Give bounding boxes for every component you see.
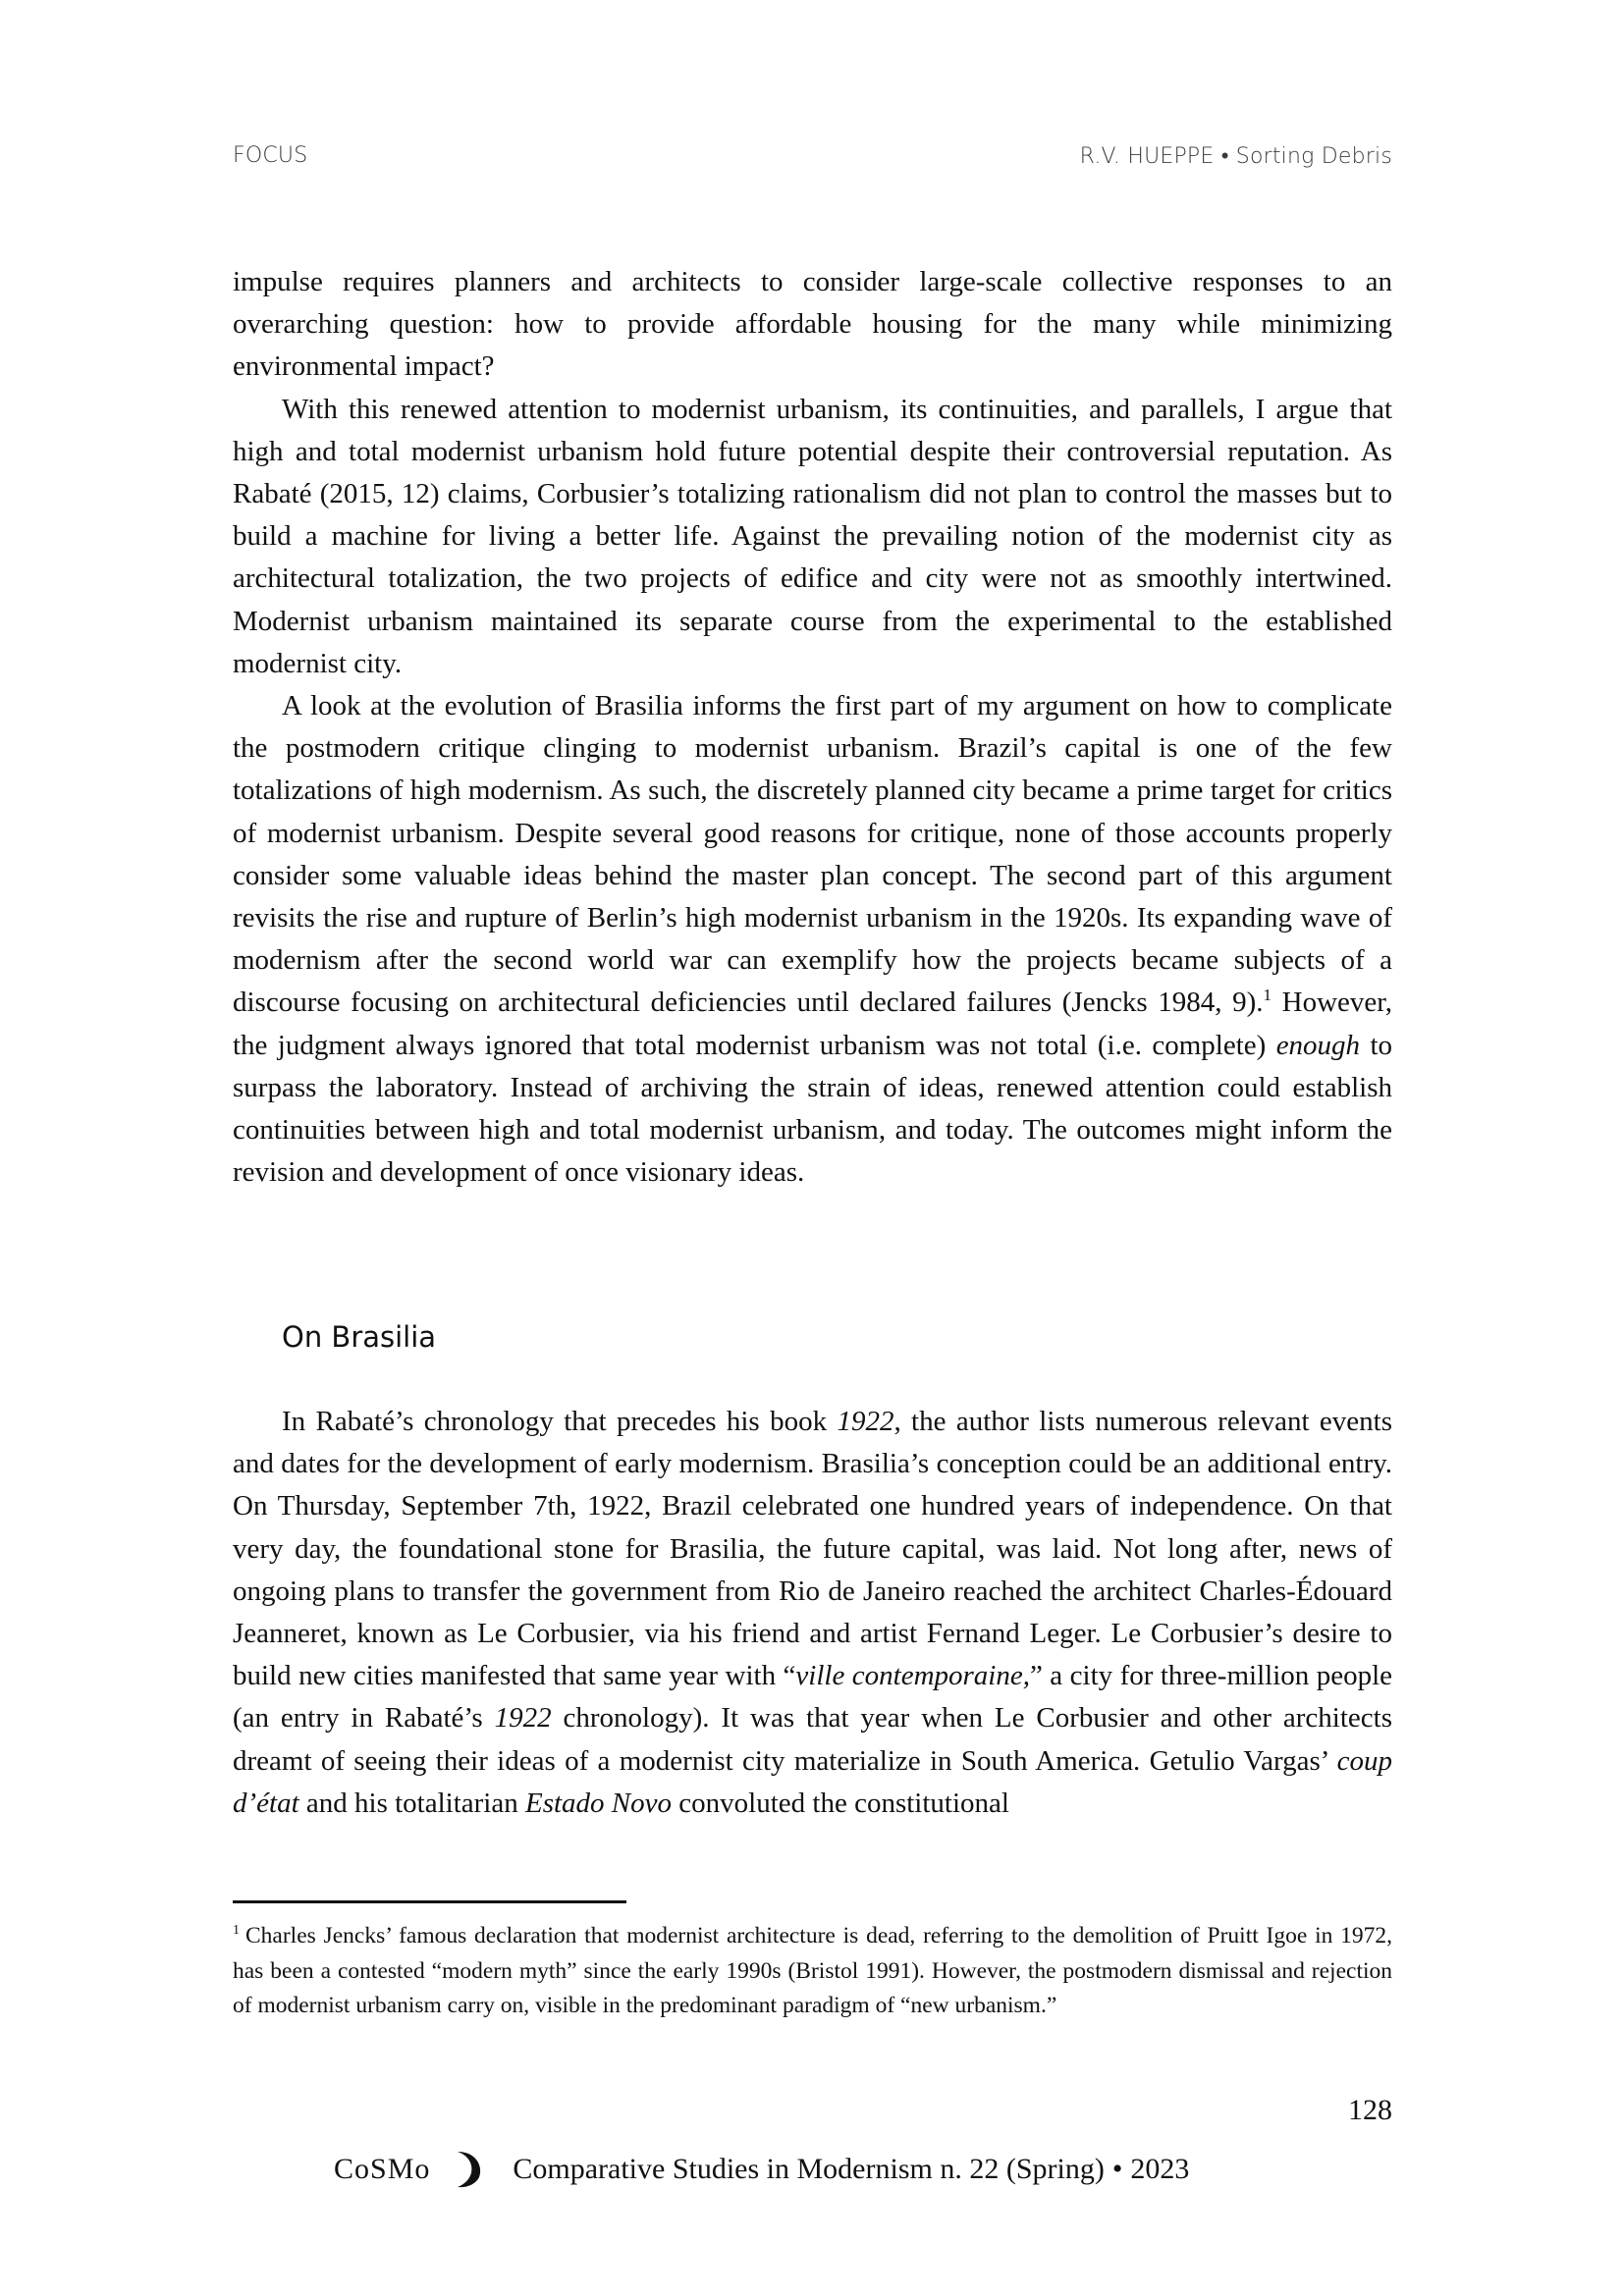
paragraph: With this renewed attention to modernist urbanism, its continuities, and parallels, I argue that high and total modernist urbanism hold future potential despite their controversial reputation. As Rabaté (2015, 12) claims, Corbusier’s totalizing rationalism did not plan to control the masses but to build a machine for living a better life. Against the prevailing notion of the modernist city as architectural totalization, the two projects of edifice and city were not as smoothly intertwined. Modernist urbanism maintained its separate course from the experimental to the established modernist city. bbox=[233, 393, 1392, 679]
section-label: FOCUS bbox=[233, 143, 308, 168]
emphasis: enough bbox=[1275, 1029, 1361, 1061]
journal-year: 2023 bbox=[1130, 2153, 1190, 2185]
emphasis: ville contemporaine, bbox=[795, 1660, 1030, 1692]
paragraph-text: convoluted the constitutional bbox=[672, 1787, 1009, 1819]
separator: • bbox=[1111, 2153, 1123, 2185]
paragraph bbox=[233, 685, 1392, 1194]
paragraph-text: A look at the evolution of Brasilia informs the first part of my argument on how to complicate the postmodern critique clinging to modernist urbanism. Brazil’s capital is one of the few totalizations of high modernism. As such, the discretely planned city became a prime target for critics of modernist urbanism. Despite several good reasons for critique, none of those accounts properly consider some valuable ideas behind the master plan concept. The second part of this argument revisits the rise and rupture of Berlin’s high modernist urbanism in the 1920s. Its expanding wave of modernism after the second world war can exemplify how the projects became subjects of a discourse focusing on architectural deficiencies until declared failures (Jencks 1984, 9). bbox=[233, 690, 1392, 1019]
footnote bbox=[233, 1919, 1392, 2024]
body-text bbox=[233, 261, 1392, 1194]
paragraph bbox=[233, 1401, 1392, 1825]
footnote-ref[interactable]: 1 bbox=[1263, 986, 1272, 1005]
paragraph-text: In Rabaté’s chronology that precedes his book bbox=[282, 1406, 838, 1437]
emphasis: coup d’état bbox=[233, 1744, 1392, 1819]
paragraph-text: chronology). It was that year when Le Corbusier and other architects dreamt of seeing their ideas of a modernist city materialize in South America. Getulio Vargas’ bbox=[233, 1702, 1393, 1777]
footnotes bbox=[233, 1919, 1392, 2024]
footnote-divider bbox=[233, 1900, 626, 1903]
paragraph-text: and his totalitarian bbox=[298, 1787, 525, 1819]
paragraph-text: to surpass the laboratory. Instead of archiving the strain of ideas, renewed attention could establish continuities between high and total modernist urbanism, and today. The outcomes might inform the revision and development of once visionary ideas. bbox=[233, 1029, 1392, 1189]
section-body bbox=[233, 1401, 1392, 1825]
journal-name: Comparative Studies in Modernism n. 22 (Spring) bbox=[513, 2153, 1105, 2185]
page-number: 128 bbox=[1348, 2094, 1392, 2126]
journal-logo-text: CoSMo bbox=[334, 2153, 431, 2185]
paragraph-text: However, the judgment always ignored that total modernist urbanism was not total (i.e. complete) bbox=[233, 987, 1393, 1061]
paragraph-text: ” a city for three-million people (an entry in Rabaté’s bbox=[233, 1660, 1392, 1735]
crescent-mark-icon bbox=[452, 2150, 485, 2189]
book-title: 1922 bbox=[837, 1406, 894, 1437]
emphasis: Estado Novo bbox=[525, 1787, 673, 1819]
author-title: R.V. HUEPPE • Sorting Debris bbox=[1079, 144, 1392, 169]
book-title: 1922 bbox=[494, 1702, 552, 1735]
paragraph: impulse requires planners and architects to consider large-scale collective responses to an overarching question: how to provide affordable housing for the many while minimizing environmental impact? bbox=[233, 266, 1392, 383]
paragraph-text: , the author lists numerous relevant events and dates for the development of early modernism. Brasilia’s conception could be an additional entry. On Thursday, September 7th, 1922, Brazil celebrated one hundred years of independence. On that very day, the foundational stone for Brasilia, the future capital, was laid. Not long after, news of ongoing plans to transfer the government from Rio de Janeiro reached the architect Charles-Édouard Jeanneret, known as Le Corbusier, via his friend and artist Fernand Leger. Le Corbusier’s desire to build new cities manifested that same year with “ bbox=[233, 1406, 1392, 1692]
journal-footer bbox=[334, 2150, 1189, 2189]
footnote-text: Charles Jencks’ famous declaration that modernist architecture is dead, referring to the demolition of Pruitt Igoe in 1972, has been a contested “modern myth” since the early 1990s (Bristol 1991). However, the postmodern dismissal and rejection of modernist urbanism carry on, visible in the predominant paradigm of “new urbanism.” bbox=[233, 1923, 1392, 2018]
running-head bbox=[233, 143, 1392, 173]
footnote-number: 1 bbox=[233, 1923, 240, 1938]
section-heading: On Brasilia bbox=[282, 1320, 437, 1354]
